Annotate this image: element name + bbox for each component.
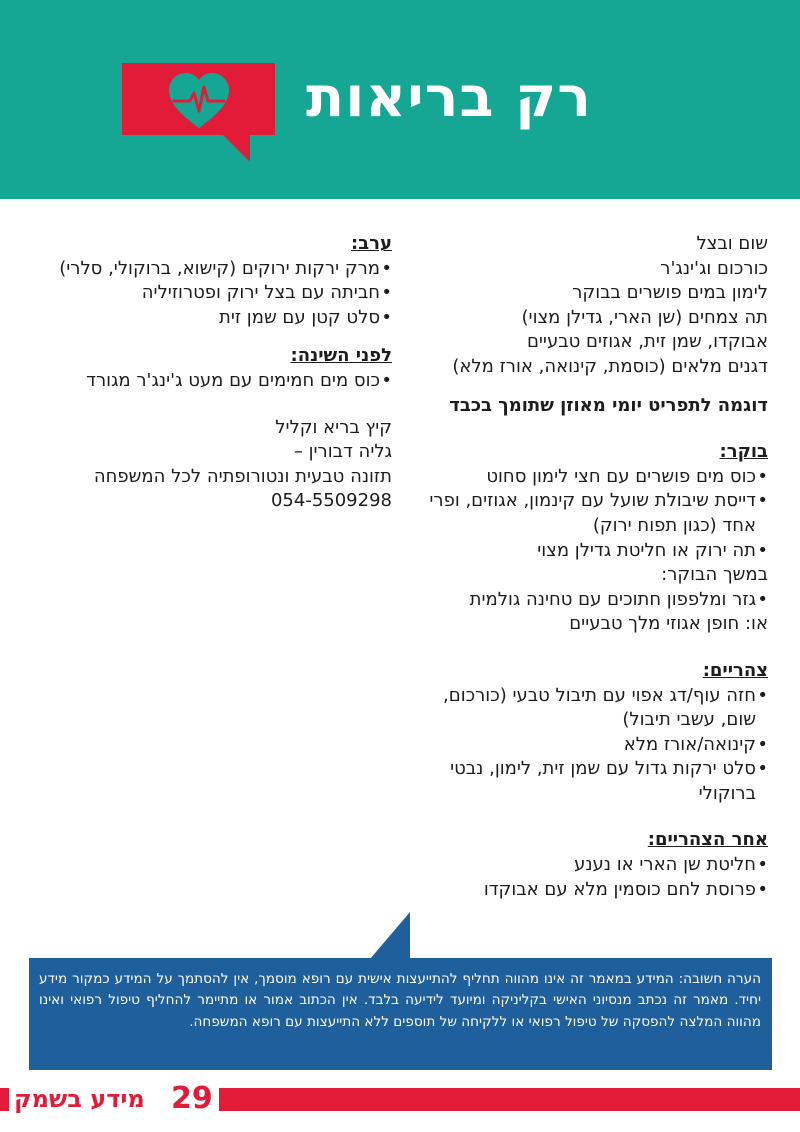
list-item-text: חביתה עם בצל ירוק ופטרוזיליה [141,282,380,304]
list-item [403,539,768,564]
bullet-icon: • [757,878,768,900]
list-item [403,465,768,490]
author-phone: 054-5509298 [270,490,392,512]
list-item [37,281,392,306]
morning-heading: בוקר: [719,441,768,463]
list-item-text: כוס מים חמימים עם מעט ג'ינג'ר מגורד [86,369,380,391]
bullet-icon: • [757,758,768,780]
list-item [403,489,768,538]
intro-line: לימון במים פושרים בבוקר [572,282,768,304]
author-name: גליה דבורין – [293,441,392,463]
bullet-icon: • [757,588,768,610]
bedtime-heading: לפני השינה: [290,345,392,367]
footer-brand-logo: מידע בשמק [14,1085,145,1113]
left-column [37,232,392,514]
list-item [403,878,768,903]
bullet-icon: • [381,306,392,328]
list-item [403,588,768,613]
list-item [37,306,392,331]
during-morning-label: במשך הבוקר: [661,564,768,586]
list-item-text: סלט ירקות גדול עם שמן זית, לימון, נבטי ברוקולי [450,758,756,804]
bullet-icon: • [757,854,768,876]
page-number: 29 [171,1081,213,1116]
list-item [37,257,392,282]
list-item-text: כוס מים פושרים עם חצי לימון סחוט [486,465,756,487]
heart-rate-icon [166,71,232,131]
bullet-icon: • [757,684,768,706]
bullet-icon: • [757,539,768,561]
intro-line: כורכום וג'ינג'ר [660,257,768,279]
list-item [403,853,768,878]
page-title: רק בריאות [305,65,592,130]
afternoon-heading: אחר הצהריים: [647,829,768,851]
bullet-icon: • [757,465,768,487]
note-bubble-tail [370,912,410,959]
bullet-icon: • [381,369,392,391]
list-item-text: גזר ומלפפון חתוכים עם טחינה גולמית [469,588,756,610]
bullet-icon: • [757,490,768,512]
intro-line: אבוקדו, שמן זית, אגוזים טבעיים [526,331,768,353]
intro-line: שום ובצל [696,233,768,254]
bullet-icon: • [381,257,392,279]
example-menu-title: דוגמה לתפריט יומי מאוזן שתומך בכבד [449,394,768,416]
list-item [403,733,768,758]
speech-bubble-tail [222,134,250,162]
intro-line: תה צמחים (שן הארי, גדילן מצוי) [521,306,768,328]
list-item-text: קינואה/אורז מלא [623,733,756,755]
bullet-icon: • [757,733,768,755]
intro-line: דגנים מלאים (כוסמת, קינואה, אורז מלא) [452,355,768,377]
noon-heading: צהריים: [702,659,768,681]
disclaimer-note [29,958,772,1070]
list-item-text: תה ירוק או חליטת גדילן מצוי [537,539,756,561]
evening-heading: ערב: [350,233,392,254]
author-profession: תזונה טבעית ונטורופתיה לכל המשפחה [93,465,392,487]
list-item-text: חזה עוף/דג אפוי עם תיבול טבעי (כורכום, שום, עשבי תיבול) [443,684,756,731]
author-tagline: קיץ בריא וקליל [275,416,392,438]
list-item [403,684,768,733]
bullet-icon: • [381,282,392,304]
list-item-text: חליטת שן הארי או נענע [574,854,756,876]
alternative-line: או: חופן אגוזי מלך טבעיים [569,613,768,635]
list-item [403,757,768,806]
right-column [403,232,768,902]
list-item-text: מרק ירקות ירוקים (קישוא, ברוקולי, סלרי) [59,257,380,279]
list-item-text: סלט קטן עם שמן זית [219,306,380,328]
disclaimer-text: הערה חשובה: המידע במאמר זה אינו מהווה תחליף להתייעצות אישית עם רופא מוסמך, אין להסתמך על המידע כמקור מידע יחיד. מאמר זה נכתב מנסיוני האישי בקליניקה ומיועד לידיעה בלבד. אין הכתוב אמור או מתיימר להחליף טיפול רפואי ואינו מהווה המלצה להפסקה של טיפול רפואי או ללקיחה של תוספים ללא התייעצות עם רופא המשפחה. [39,971,761,1030]
list-item [37,369,392,394]
list-item-text: דייסת שיבולת שועל עם קינמון, אגוזים, ופרי אחד (כגון תפוח ירוק) [429,490,756,536]
list-item-text: פרוסת לחם כוסמין מלא עם אבוקדו [483,878,756,900]
